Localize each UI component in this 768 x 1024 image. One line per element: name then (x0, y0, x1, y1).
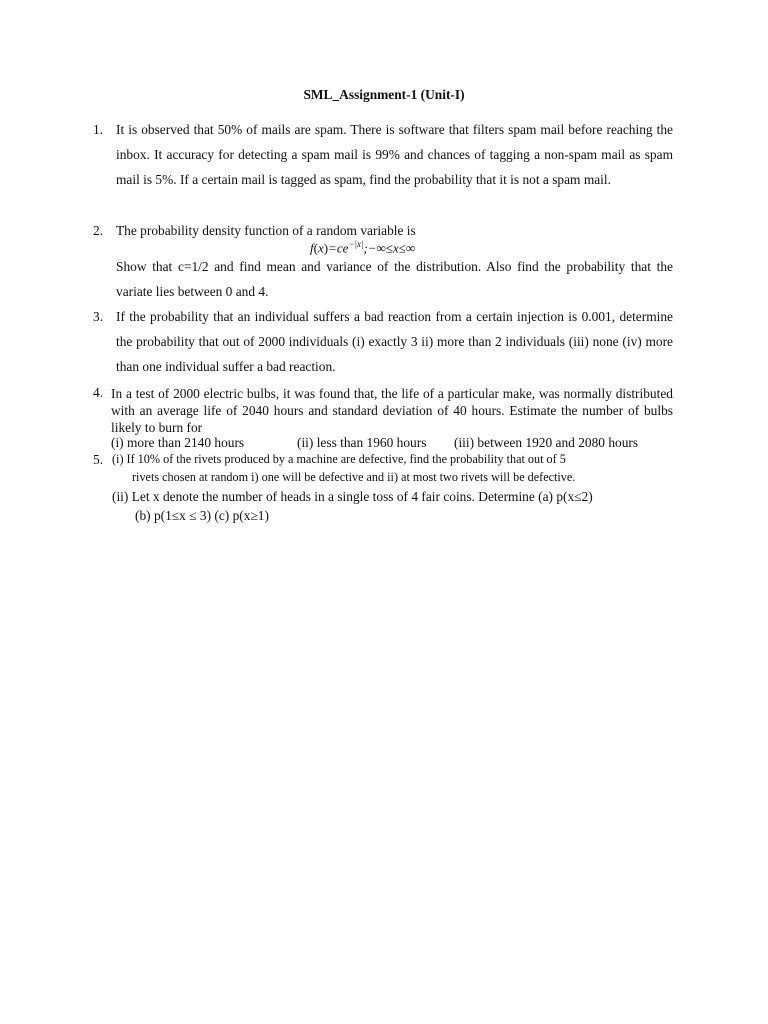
question-3-number: 3. (93, 309, 104, 324)
question-4-number: 4. (93, 385, 104, 400)
formula-range: ;−∞≤x≤∞ (363, 240, 416, 256)
question-4-option-2: (ii) less than 1960 hours (297, 435, 427, 450)
question-5-part-2-line-2: (b) p(1≤x ≤ 3) (c) p(x≥1) (135, 508, 269, 523)
question-5-part-1-line-1: (i) If 10% of the rivets produced by a machine are defective, find the probability that out of 5 (112, 452, 566, 466)
question-5-part-1-line-2: rivets chosen at random i) one will be defective and ii) at most two rivets will be defective. (132, 470, 576, 484)
question-5-part-2-line-1: (ii) Let x denote the number of heads in a single toss of 4 fair coins. Determine (a) p(x≤2) (112, 489, 593, 504)
formula-function: f (310, 240, 314, 256)
formula-exponent: −|x| (348, 239, 364, 249)
pdf-formula: $f(x)=ce^{-|x|};-\infty\le x\le\infty$ (310, 239, 416, 256)
page-title: SML_Assignment-1 (Unit-I) (303, 87, 465, 102)
question-4-option-3: (iii) between 1920 and 2080 hours (454, 435, 639, 450)
question-5-number: 5. (93, 452, 104, 467)
question-4-option-1: (i) more than 2140 hours (111, 435, 245, 450)
question-4-text: In a test of 2000 electric bulbs, it was found that, the life of a particular make, was normally distributed with an average life of 2040 hours and standard deviation of 40 hours. Estimate the number of bulbs likely to burn for (111, 386, 673, 435)
question-2-number: 2. (93, 223, 104, 238)
question-1-number: 1. (93, 122, 104, 137)
question-2-text: Show that c=1/2 and find mean and variance of the distribution. Also find the probability that the variate lies between 0 and 4. (116, 259, 673, 299)
question-3-text: If the probability that an individual suffers a bad reaction from a certain injection is 0.001, determine the probability that out of 2000 individuals (i) exactly 3 ii) more than 2 individuals (iii) none (iv) more than one individual suffer a bad reaction. (116, 309, 673, 374)
question-1-text: It is observed that 50% of mails are spam. There is software that filters spam mail before reaching the inbox. It accuracy for detecting a spam mail is 99% and chances of tagging a non-spam mail as spam mail is 5%. If a certain mail is tagged as spam, find the probability that it is not a spam mail. (116, 122, 673, 187)
formula-argument: x (317, 240, 324, 256)
formula-equals: =ce (328, 240, 349, 256)
question-2-intro: The probability density function of a random variable is (116, 223, 416, 238)
